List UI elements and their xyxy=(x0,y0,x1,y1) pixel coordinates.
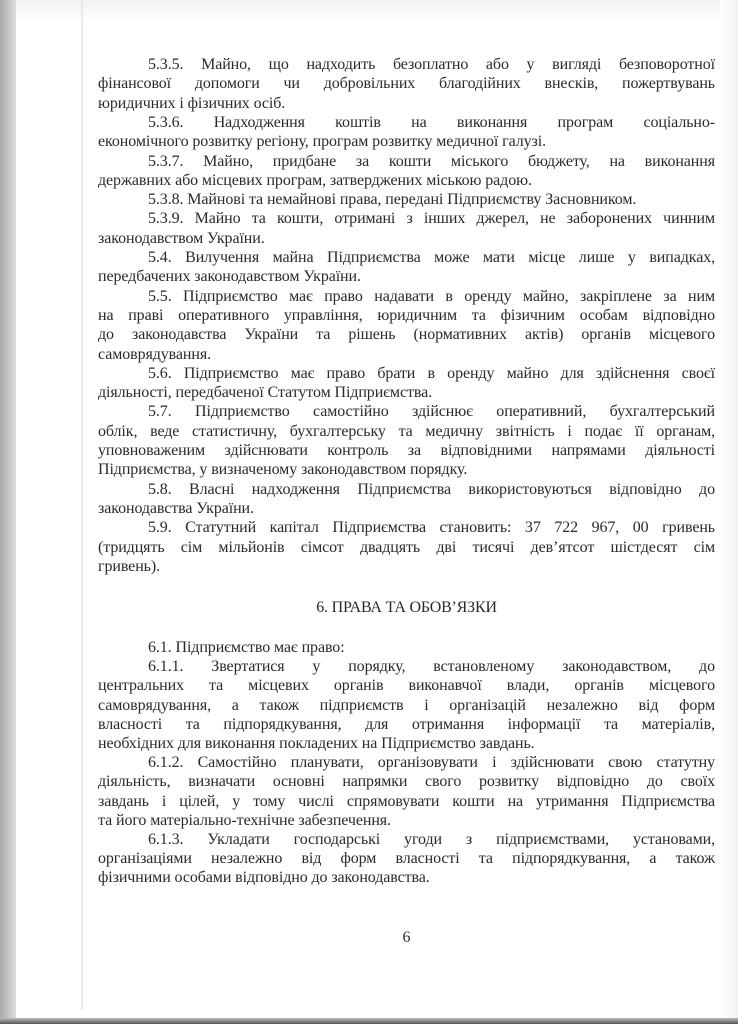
text-line: організаціями незалежно від форм власності та підпорядкування, а також xyxy=(98,850,715,868)
text-line: 6.1.3. Укладати господарські угоди з підприємствами, установами, xyxy=(148,831,715,848)
text-line: законодавством України. xyxy=(98,229,265,247)
text-line: 5.3.6. Надходження коштів на виконання програм соціально- xyxy=(148,113,715,131)
text-line: економічного розвитку регіону, програм розвитку медичної галузі. xyxy=(98,133,546,151)
text-line: діяльність, визначати основні напрямки свого розвитку відповідно до своїх xyxy=(98,773,715,791)
text-line: 5.5. Підприємство має право надавати в оренду майно, закріплене за ним xyxy=(148,287,715,305)
text-line: самоврядування. xyxy=(98,345,212,363)
text-line: та його матеріально-технічне забезпечення. xyxy=(98,811,391,829)
text-line: необхідних для виконання покладених на Підприємство завдань. xyxy=(98,735,535,752)
text-line: 6.1.1. Звертатися у порядку, встановленому законодавством, до xyxy=(148,658,715,676)
text-line: 6.1. Підприємство має право: xyxy=(148,639,345,656)
text-line: 6.1.2. Самостійно планувати, організовувати і здійснювати свою статутну xyxy=(148,754,715,772)
text-line: власності та підпорядкування, для отримання інформації та матеріалів, xyxy=(98,715,715,733)
text-line: державних або місцевих програм, затверджених міською радою. xyxy=(98,171,532,189)
text-line: 5.6. Підприємство має право брати в оренду майно для здійснення своєї xyxy=(148,364,715,382)
text-line: юридичних і фізичних осіб. xyxy=(98,94,286,112)
text-line: гривень). xyxy=(98,557,160,575)
text-line: фізичними особами відповідно до законодавства. xyxy=(98,869,430,887)
text-line: уповноваженим здійснювати контроль за відповідними напрямами діяльності xyxy=(98,442,715,459)
text-line: передбачених законодавством України. xyxy=(98,268,361,286)
text-line: законодавства України. xyxy=(98,499,254,517)
text-line: центральних та місцевих органів виконавчої влади, органів місцевого xyxy=(98,677,715,695)
text-line: 5.4. Вилучення майна Підприємства може мати місце лише у випадках, xyxy=(148,249,715,266)
text-line: облік, веде статистичну, бухгалтерську та медичну звітність і подає її органам, xyxy=(98,422,715,440)
text-line: завдань і цілей, у тому числі спрямовувати кошти на утримання Підприємства xyxy=(98,792,715,810)
text-line: 5.8. Власні надходження Підприємства використовуються відповідно до xyxy=(148,480,715,498)
text-line: 5.9. Статутний капітал Підприємства становить: 37 722 967, 00 гривень xyxy=(148,519,715,537)
text-line: самоврядування, а також підприємств і організацій незалежно від форм xyxy=(98,696,715,714)
text-line: 5.3.8. Майнові та немайнові права, передані Підприємству Засновником. xyxy=(148,191,637,209)
text-line: діяльності, передбаченої Статутом Підприємства. xyxy=(98,384,432,402)
text-line: (тридцять сім мільйонів сімсот двадцять дві тисячі дев’ятсот шістдесят сім xyxy=(98,538,715,556)
text-line: 5.3.5. Майно, що надходить безоплатно або у вигляді безповоротної xyxy=(148,56,715,73)
page-number: 6 xyxy=(402,929,411,946)
text-line: 5.3.9. Майно та кошти, отримані з інших джерел, не заборонених чинним xyxy=(148,210,715,228)
text-line: фінансової допомоги чи добровільних благодійних внесків, пожертвувань xyxy=(98,75,715,93)
text-line: на праві оперативного управління, юридичним та фізичним особам відповідно xyxy=(98,306,715,324)
section-6-heading: 6. ПРАВА ТА ОБОВ’ЯЗКИ xyxy=(316,599,497,616)
text-line: Підприємства, у визначеному законодавством порядку. xyxy=(98,461,468,479)
text-line: 5.7. Підприємство самостійно здійснює оперативний, бухгалтерський xyxy=(148,403,715,421)
text-line: до законодавства України та рішень (нормативних актів) органів місцевого xyxy=(98,326,715,344)
text-line: 5.3.7. Майно, придбане за кошти міського бюджету, на виконання xyxy=(148,152,715,170)
